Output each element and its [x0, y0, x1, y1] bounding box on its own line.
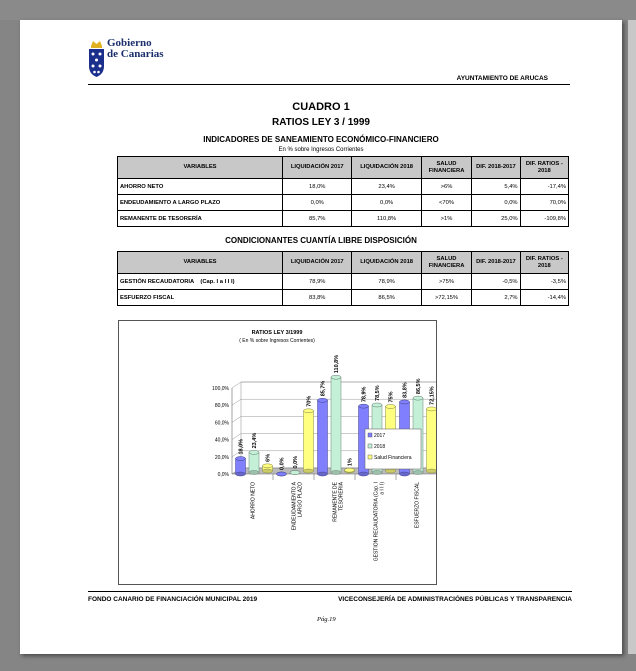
- bar-base: [304, 469, 314, 473]
- data-label: 70%: [306, 395, 313, 407]
- value-cell: 0,0%: [472, 195, 520, 211]
- bar: [304, 411, 314, 471]
- bar-base: [331, 471, 341, 475]
- data-label: 75%: [388, 391, 395, 403]
- bar-top: [290, 471, 300, 475]
- conditions-table: [117, 251, 569, 306]
- y-tick-label: 80,0%: [214, 403, 229, 410]
- header-cell: LIQUIDACIÓN 2017: [283, 252, 352, 274]
- table-row: [118, 274, 569, 290]
- value-cell: -17,4%: [520, 179, 568, 195]
- bar-base: [372, 471, 382, 475]
- header-cell: VARIABLES: [118, 252, 283, 274]
- gridline-depth: [232, 416, 241, 422]
- legend-label: 2017: [374, 433, 386, 439]
- footer-rule: [88, 591, 572, 592]
- value-cell: 83,8%: [283, 290, 352, 306]
- bar-top: [359, 404, 369, 408]
- data-label: 78,5%: [374, 385, 381, 401]
- y-tick-label: 20,0%: [214, 454, 229, 461]
- bar-top: [400, 400, 410, 404]
- header-cell: LIQUIDACIÓN 2017: [283, 157, 352, 179]
- chart-subtitle: ( En % sobre Ingresos Corrientes): [239, 338, 315, 344]
- header-cell: LIQUIDACIÓN 2018: [352, 157, 421, 179]
- data-label: 23,4%: [251, 432, 258, 449]
- value-cell: 110,8%: [352, 211, 421, 227]
- logo-line1: Gobierno: [107, 37, 152, 49]
- header-cell: DIF. 2018-2017: [472, 157, 520, 179]
- value-cell: 2,7%: [472, 290, 520, 306]
- data-label: 0,0%: [292, 455, 299, 469]
- data-label: 0,0%: [279, 457, 286, 470]
- x-category-label: GESTION RECAUDATORIA (Cap. I: [373, 482, 380, 562]
- x-category-label: REMANENTE DE: [332, 482, 339, 522]
- x-category-label: ESFUERZO FISCAL: [414, 482, 421, 529]
- legend-swatch: [368, 444, 372, 448]
- x-category-label: a I I I): [379, 482, 386, 495]
- conditions-title: CONDICIONANTES CUANTÍA LIBRE DISPOSICIÓN: [225, 236, 417, 245]
- bar-top: [236, 457, 246, 461]
- gridline-depth: [232, 434, 241, 440]
- logo-line2: de Canarias: [107, 48, 164, 60]
- y-tick-label: 40,0%: [214, 437, 229, 444]
- variable-cell: REMANENTE DE TESORERÍA: [118, 211, 283, 227]
- bar-base: [263, 469, 273, 473]
- value-cell: -109,8%: [520, 211, 568, 227]
- data-label: 72,15%: [429, 386, 436, 405]
- value-cell: 86,5%: [352, 290, 421, 306]
- indicators-table: [117, 156, 569, 227]
- value-cell: 85,7%: [283, 211, 352, 227]
- header-cell: VARIABLES: [118, 157, 283, 179]
- bar-base: [386, 469, 396, 473]
- value-cell: -14,4%: [520, 290, 568, 306]
- table-row: [118, 195, 569, 211]
- value-cell: 5,4%: [472, 179, 520, 195]
- data-label: 18,0%: [238, 438, 245, 455]
- table-header-row: [118, 252, 569, 274]
- variable-cell: AHORRO NETO: [118, 179, 283, 195]
- value-cell: >6%: [421, 179, 471, 195]
- footer-right: VICECONSEJERÍA DE ADMINISTRACIÓNES PÚBLICAS Y TRANSPARENCIA: [338, 596, 572, 603]
- value-cell: 0,0%: [283, 195, 352, 211]
- value-cell: <70%: [421, 195, 471, 211]
- ratios-chart: [119, 321, 436, 584]
- x-category-label: LARGO PLAZO: [297, 482, 304, 518]
- value-cell: >1%: [421, 211, 471, 227]
- gobierno-canarias-crest-icon: [88, 38, 105, 78]
- table-row: [118, 211, 569, 227]
- header-cell: SALUD FINANCIERA: [421, 252, 471, 274]
- value-cell: 70,0%: [520, 195, 568, 211]
- header-cell: DIF. RATIOS - 2018: [520, 252, 568, 274]
- y-tick-label: 60,0%: [214, 420, 229, 427]
- bar-base: [427, 469, 437, 473]
- table-row: [118, 179, 569, 195]
- y-tick-label: 0,0%: [217, 472, 229, 478]
- legend-swatch: [368, 455, 372, 459]
- table-header-row: [118, 157, 569, 179]
- y-tick-label: 100,0%: [212, 386, 229, 392]
- bar-top: [345, 468, 355, 472]
- bar-top: [372, 403, 382, 407]
- value-cell: >75%: [421, 274, 471, 290]
- bar-top: [413, 396, 423, 400]
- bar-top: [386, 405, 396, 409]
- bar-base: [413, 471, 423, 475]
- viewer-scrollbar[interactable]: [628, 20, 636, 654]
- data-label: 86,5%: [415, 378, 422, 395]
- data-label: 85,7%: [320, 380, 327, 397]
- data-label: 110,8%: [333, 354, 340, 374]
- data-label: 1%: [347, 458, 354, 467]
- viewer-top-bar: [0, 0, 636, 20]
- bar-base: [318, 472, 328, 476]
- bar: [236, 459, 246, 474]
- table-row: [118, 290, 569, 306]
- bar: [331, 377, 341, 472]
- bar-top: [263, 464, 273, 468]
- gridline-depth: [232, 399, 241, 405]
- bar-base: [400, 472, 410, 476]
- chart-title: RATIOS LEY 3/1999: [251, 330, 303, 336]
- page-number: Pág.19: [317, 616, 336, 623]
- gridline-depth: [232, 382, 241, 388]
- bar-base: [236, 472, 246, 476]
- bar-top: [249, 450, 259, 454]
- legend-swatch: [368, 433, 372, 437]
- bar: [249, 452, 259, 472]
- header-cell: LIQUIDACIÓN 2018: [352, 252, 421, 274]
- unit-note: En % sobre Ingresos Corrientes: [278, 147, 364, 153]
- cuadro-title: CUADRO 1: [292, 101, 350, 113]
- bar-top: [318, 398, 328, 402]
- organization-name: AYUNTAMIENTO DE ARUCAS: [456, 75, 548, 82]
- document-page: [20, 20, 622, 654]
- value-cell: 78,9%: [352, 274, 421, 290]
- header-cell: DIF. 2018-2017: [472, 252, 520, 274]
- value-cell: 23,4%: [352, 179, 421, 195]
- ratios-chart-frame: [118, 320, 437, 585]
- legend-label: 2018: [374, 444, 386, 450]
- indicators-subtitle: INDICADORES DE SANEAMIENTO ECONÓMICO-FINANCIERO: [203, 135, 439, 144]
- bar-top: [304, 409, 314, 413]
- data-label: 78,9%: [361, 386, 368, 403]
- value-cell: -3,5%: [520, 274, 568, 290]
- header-rule: [88, 84, 570, 85]
- variable-cell: GESTIÓN RECAUDATORIA (Cap. I a I I I): [118, 274, 283, 290]
- value-cell: -0,5%: [472, 274, 520, 290]
- logo-wordmark: [107, 38, 164, 60]
- x-category-label: TESORERIA: [338, 482, 345, 511]
- value-cell: 0,0%: [352, 195, 421, 211]
- legend-label: Salud Financiera: [374, 455, 412, 461]
- value-cell: >72,15%: [421, 290, 471, 306]
- header-cell: SALUD FINANCIERA: [421, 157, 471, 179]
- bar: [427, 409, 437, 471]
- footer-left: FONDO CANARIO DE FINANCIACIÓN MUNICIPAL 2019: [88, 596, 258, 603]
- bar-top: [331, 375, 341, 379]
- variable-cell: ESFUERZO FISCAL: [118, 290, 283, 306]
- header-cell: DIF. RATIOS - 2018: [520, 157, 568, 179]
- x-category-label: AHORRO NETO: [250, 482, 257, 520]
- ratios-title: RATIOS LEY 3 / 1999: [271, 117, 370, 128]
- variable-cell: ENDEUDAMIENTO A LARGO PLAZO: [118, 195, 283, 211]
- bar-base: [249, 471, 259, 475]
- bar: [318, 400, 328, 474]
- value-cell: 78,9%: [283, 274, 352, 290]
- value-cell: 18,0%: [283, 179, 352, 195]
- bar-top: [427, 407, 437, 411]
- data-label: 6%: [265, 453, 272, 462]
- bar-base: [359, 472, 369, 476]
- data-label: 83,8%: [402, 382, 409, 398]
- value-cell: 25,0%: [472, 211, 520, 227]
- x-category-label: ENDEUDAMIENTO A: [291, 482, 298, 531]
- bar-top: [277, 472, 287, 476]
